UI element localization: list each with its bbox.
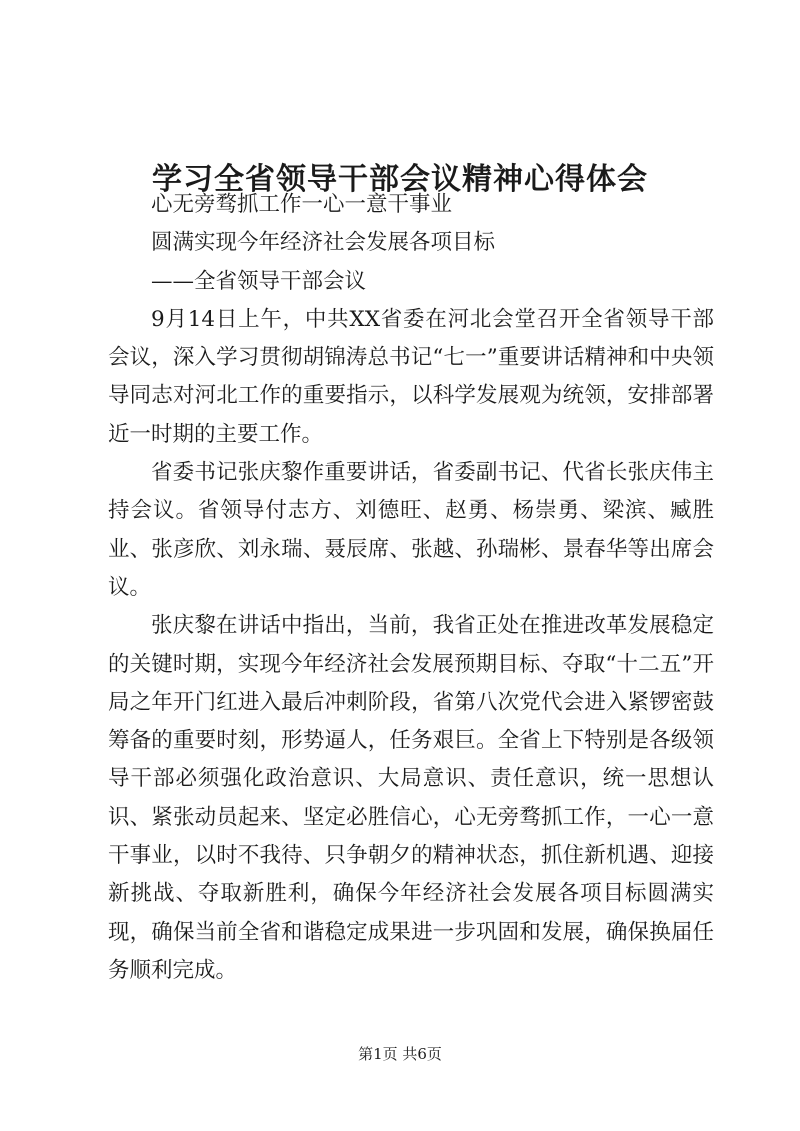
paragraph-2: 省委书记张庆黎作重要讲话，省委副书记、代省长张庆伟主持会议。省领导付志方、刘德旺、赵勇、杨崇勇、梁滨、臧胜业、张彦欣、刘永瑞、聂辰席、张越、孙瑞彬、景春华等出席会议。: [108, 460, 714, 600]
document-body: [108, 186, 714, 990]
page-footer: 第1页 共6页: [358, 1045, 442, 1063]
document-title: 学习全省领导干部会议精神心得体会: [152, 162, 648, 198]
subtitle-line-3: ——全省领导干部会议: [151, 268, 367, 294]
subtitle-line-1: 心无旁骛抓工作一心一意干事业: [151, 192, 453, 217]
paragraph-3: 张庆黎在讲话中指出，当前，我省正处在推进改革发展稳定的关键时期，实现今年经济社会发展预期目标、夺取“十二五”开局之年开门红进入最后冲刺阶段，省第八次党代会进入紧锣密鼓筹备的重要时刻，形势逼人，任务艰巨。全省上下特别是各级领导干部必须强化政治意识、大局意识、责任意识，统一思想认识、紧张动员起来、坚定必胜信心，心无旁骛抓工作，一心一意干事业，以时不我待、只争朝夕的精神状态，抓住新机遇、迎接新挑战、夺取新胜利，确保今年经济社会发展各项目标圆满实现，确保当前全省和谐稳定成果进一步巩固和发展，确保换届任务顺利完成。: [108, 613, 714, 983]
subtitle-line-2: 圆满实现今年经济社会发展各项目标: [151, 230, 496, 256]
paragraph-1: 9月14日上午，中共XX省委在河北会堂召开全省领导干部会议，深入学习贯彻胡锦涛总书记“七一”重要讲话精神和中央领导同志对河北工作的重要指示，以科学发展观为统领，安排部署近一时期的主要工作。: [108, 306, 714, 447]
